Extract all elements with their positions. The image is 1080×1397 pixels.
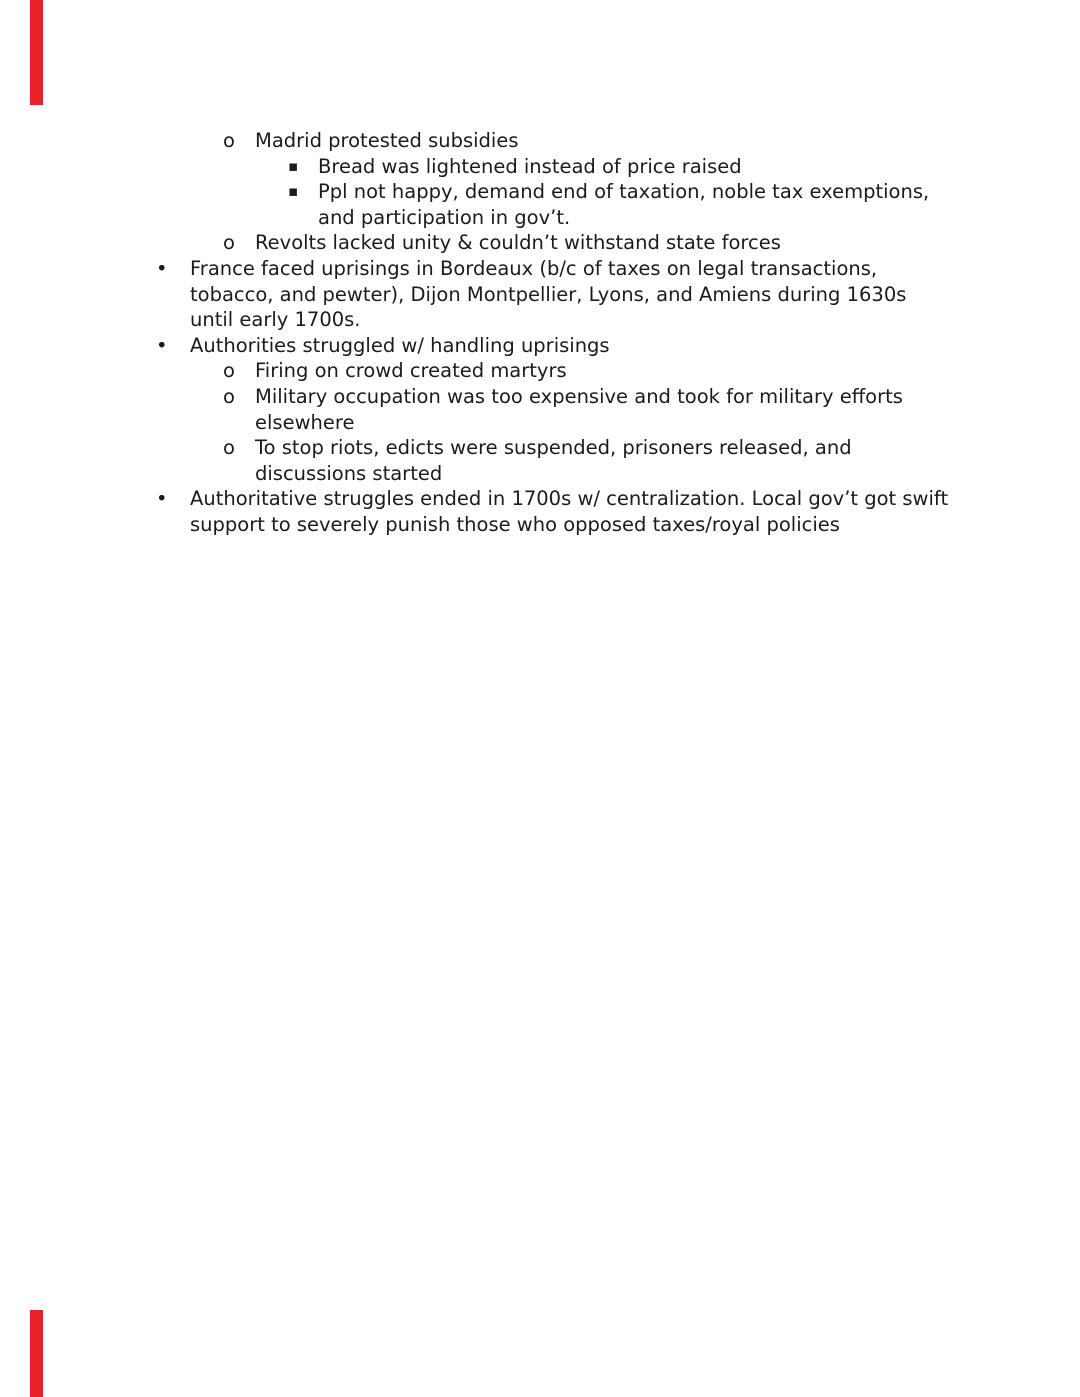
bullet-glyph: ▪ xyxy=(288,182,299,201)
list-item xyxy=(156,486,950,537)
list-item-text: Firing on crowd created martyrs xyxy=(255,359,567,383)
bullet-glyph: o xyxy=(223,384,235,408)
bullet-glyph: o xyxy=(223,436,235,460)
left-edge-marker-bottom xyxy=(30,1310,43,1397)
bullet-glyph: o xyxy=(223,231,235,255)
list-item xyxy=(156,256,950,333)
list-item-text: Bread was lightened instead of price raised xyxy=(318,154,742,178)
bullet-glyph: ▪ xyxy=(288,156,299,175)
bullet-glyph: o xyxy=(223,359,235,383)
list-item xyxy=(288,154,950,180)
list-item xyxy=(288,179,950,230)
list-item-text: Madrid protested subsidies xyxy=(255,129,519,152)
list-item-text: France faced uprisings in Bordeaux (b/c of taxes on legal transactions, tobacco, and pewter), Dijon Montpellier, Lyons, and Amiens during 1630s until early 1700s. xyxy=(190,256,907,332)
bullet-glyph: • xyxy=(156,487,168,511)
list-item-text: Military occupation was too expensive and took for military efforts elsewhere xyxy=(255,384,903,434)
bullet-glyph: o xyxy=(223,129,235,152)
list-item xyxy=(223,230,950,256)
list-item xyxy=(223,358,950,384)
list-item xyxy=(223,128,950,154)
list-item xyxy=(156,333,950,359)
list-item-text: Ppl not happy, demand end of taxation, noble tax exemptions, and participation in gov’t. xyxy=(318,180,930,229)
list-item xyxy=(223,435,950,486)
list-item xyxy=(223,384,950,435)
list-item-text: To stop riots, edicts were suspended, prisoners released, and discussions started xyxy=(255,436,852,485)
bullet-glyph: • xyxy=(156,256,168,280)
list-item-text: Revolts lacked unity & couldn’t withstand state forces xyxy=(255,231,781,255)
left-edge-marker-top xyxy=(30,0,43,105)
list-item-text: Authorities struggled w/ handling uprisings xyxy=(190,333,610,357)
list-item-text: Authoritative struggles ended in 1700s w/ centralization. Local gov’t got swift support to severely punish those who opposed taxes/royal policies xyxy=(190,487,949,536)
bullet-glyph: • xyxy=(156,333,168,357)
notes-bullet-list xyxy=(0,128,1080,538)
